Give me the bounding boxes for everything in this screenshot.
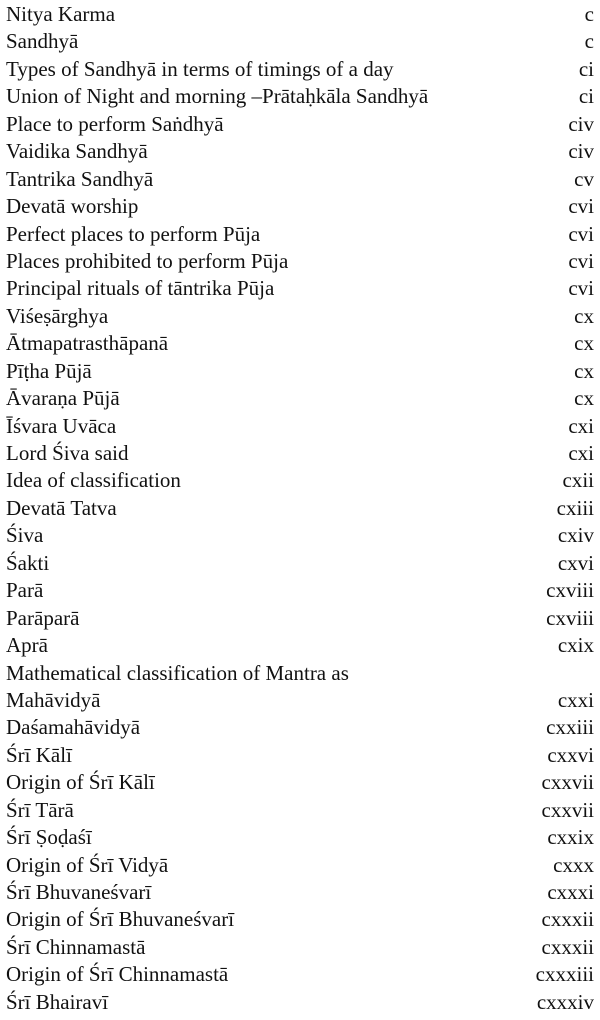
toc-entry [6,660,594,687]
toc-entry-title: Viśeṣārghya [6,303,109,328]
toc-entry-title: Sandhyā [6,29,79,54]
toc-entry-title: Vaidika Sandhyā [6,139,148,164]
toc-entry [6,83,594,110]
toc-entry-title: Śrī Bhairavī [6,989,109,1014]
toc-entry [6,467,594,494]
toc-entry-title: Pīṭha Pūjā [6,358,92,383]
toc-entry [6,1,594,28]
toc-entry-title: Origin of Śrī Bhuvaneśvarī [6,907,235,932]
toc-entry-title: Śiva [6,523,44,548]
toc-entry [6,166,594,193]
toc-entry [6,330,594,357]
toc-entry-title: Śakti [6,550,50,575]
toc-entry-page: cxviii [546,578,594,603]
toc-entry [6,852,594,879]
toc-entry [6,413,594,440]
toc-entry-page: cvi [568,194,594,219]
toc-entry-page: cxxi [557,687,594,712]
toc-entry [6,522,594,549]
toc-entry [6,221,594,248]
toc-entry-page: cxi [568,413,594,438]
toc-entry-title: Origin of Śrī Kālī [6,770,155,795]
toc-entry-page: cx [574,303,594,328]
toc-entry-page: cxxvii [541,797,594,822]
toc-entry-page: cxxx [553,852,594,877]
toc-entry-page: cxxvii [541,770,594,795]
toc-entry [6,28,594,55]
toc-entry-title: Mathematical classification of Mantra as [6,660,349,685]
toc-entry [6,358,594,385]
toc-entry-title: Origin of Śrī Vidyā [6,852,169,877]
toc-entry-title: Tantrika Sandhyā [6,166,154,191]
toc-entry [6,111,594,138]
toc-entry-page: cxxxiv [536,989,594,1014]
toc-entry [6,56,594,83]
toc-entry [6,495,594,522]
toc-entry-page: c [584,2,594,26]
toc-entry-title: Nitya Karma [6,2,116,26]
toc-entry-title: Idea of classification [6,468,181,493]
toc-entry-page: cx [574,331,594,356]
toc-entry-title: Daśamahāvidyā [6,715,141,740]
toc-entry-title: Perfect places to perform Pūja [6,221,261,246]
toc-entry-page: cvi [568,221,594,246]
toc-entry-title: Śrī Kālī [6,742,72,767]
toc-entry-page: cx [574,386,594,411]
toc-entry-page: cxviii [546,605,594,630]
toc-entry-page: cxvi [557,550,594,575]
toc-entry [6,906,594,933]
toc-entry [6,934,594,961]
toc-entry-title: Aprā [6,633,48,658]
toc-entry [6,714,594,741]
toc-entry-page: c [584,29,594,54]
toc-entry-page: cxxxi [547,880,594,904]
toc-entry-title: Lord Śiva said [6,441,129,465]
toc-entry-title: Devatā worship [6,194,139,219]
toc-entry-page: cxxix [547,825,594,850]
toc-entry-page: civ [568,139,594,164]
toc-entry-title: Places prohibited to perform Pūja [6,248,289,273]
toc-entry [6,742,594,769]
toc-entry-title: Place to perform Saṅdhyā [6,111,224,136]
toc-entry-page: cvi [568,248,594,273]
toc-entry [6,440,594,467]
toc-entry [6,769,594,796]
toc-entry-title: Īśvara Uvāca [6,413,117,438]
toc-entry-title: Mahāvidyā [6,687,101,712]
toc-entry-title: Śrī Bhuvaneśvarī [6,880,152,904]
toc-entry-title: Devatā Tatva [6,495,117,520]
toc-entry [6,550,594,577]
toc-entry-page: cxxvi [547,742,594,767]
toc-entry-page: cxii [562,468,594,493]
toc-entry-page: cxxxii [541,907,594,932]
toc-entry [6,275,594,302]
toc-entry [6,303,594,330]
toc-entry-title: Parā [6,578,44,603]
toc-entry [6,797,594,824]
table-of-contents [6,1,594,1016]
toc-entry-title: Union of Night and morning –Prātaḥkāla Sandhyā [6,84,429,109]
toc-entry [6,385,594,412]
toc-entry-title: Parāparā [6,605,80,630]
toc-entry-page: cxxxii [541,934,594,959]
toc-entry-title: Types of Sandhyā in terms of timings of a day [6,56,394,81]
toc-entry-title: Śrī Chinnamastā [6,934,146,959]
toc-entry-page: cxxiii [546,715,594,740]
toc-entry-page: ci [578,84,594,109]
toc-entry [6,961,594,988]
toc-entry-title: Śrī Tārā [6,797,74,822]
toc-entry-page: cxxxiii [535,962,594,987]
toc-entry [6,138,594,165]
toc-entry-title: Origin of Śrī Chinnamastā [6,962,229,987]
toc-entry-page: ci [578,56,594,81]
toc-entry [6,248,594,275]
toc-entry-page: cxiii [556,495,594,520]
toc-entry-page: cx [574,358,594,383]
toc-entry-page: cv [574,166,594,191]
toc-entry-page: cxix [557,633,594,658]
toc-entry [6,824,594,851]
toc-entry-title: Śrī Ṣoḍaśī [6,825,92,850]
toc-entry [6,577,594,604]
toc-entry-page: cxiv [557,523,594,548]
toc-entry-page: cxi [568,441,594,465]
toc-entry-title: Principal rituals of tāntrika Pūja [6,276,275,301]
toc-entry [6,193,594,220]
toc-entry [6,989,594,1016]
toc-entry-page: cvi [568,276,594,301]
toc-entry [6,632,594,659]
toc-entry [6,879,594,906]
toc-entry [6,605,594,632]
toc-entry-title: Āvaraṇa Pūjā [6,386,120,411]
toc-entry-title: Ātmapatrasthāpanā [6,331,169,356]
toc-entry-page: civ [568,111,594,136]
toc-entry [6,687,594,714]
